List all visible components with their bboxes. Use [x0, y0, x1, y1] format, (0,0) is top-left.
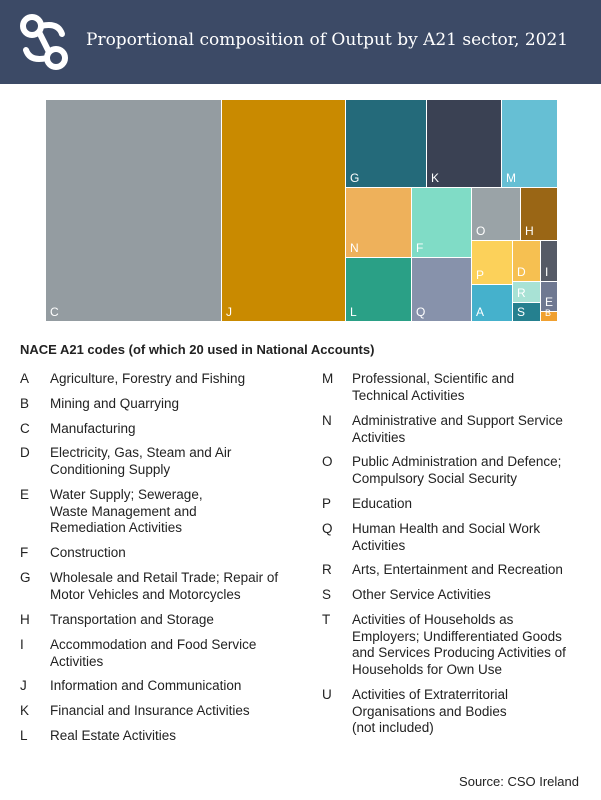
- legend-description: Administrative and Support Service Activities: [352, 413, 563, 445]
- treemap-cell-c: [46, 100, 221, 321]
- legend-description: Activities of Extraterritorial Organisations and Bodies (not included): [352, 687, 509, 735]
- legend-description: Electricity, Gas, Steam and Air Conditioning Supply: [50, 445, 232, 477]
- legend-description: Arts, Entertainment and Recreation: [352, 562, 563, 577]
- legend-description: Public Administration and Defence; Compulsory Social Security: [352, 454, 562, 486]
- treemap-label-c: C: [50, 305, 59, 319]
- legend-description: Information and Communication: [50, 678, 242, 693]
- legend-code: A: [20, 371, 30, 386]
- treemap-label-m: M: [506, 171, 516, 185]
- legend-description: Water Supply; Sewerage, Waste Management and Remediation Activities: [50, 487, 203, 535]
- legend-code: U: [322, 687, 332, 702]
- legend-code: N: [322, 413, 332, 428]
- legend-description: Real Estate Activities: [50, 728, 177, 743]
- legend-code: P: [322, 496, 332, 511]
- legend-code: D: [20, 445, 30, 460]
- treemap-label-o: O: [476, 224, 486, 238]
- treemap-label-s: S: [517, 305, 526, 319]
- legend-description: Financial and Insurance Activities: [50, 703, 250, 718]
- treemap-label-k: K: [431, 171, 440, 185]
- legend-description: Activities of Households as Employers; Undifferentiated Goods and Services Producing Activities of Households for Own Use: [352, 612, 566, 677]
- treemap-label-e: E: [545, 295, 554, 309]
- treemap-label-l: L: [350, 305, 357, 319]
- treemap-label-g: G: [350, 171, 360, 185]
- legend-description: Professional, Scientific and Technical Activities: [352, 371, 515, 403]
- legend-description: Construction: [50, 545, 126, 560]
- legend-description: Other Service Activities: [352, 587, 491, 602]
- legend-description: Education: [352, 496, 413, 511]
- legend-code: B: [20, 396, 30, 411]
- treemap-cell-i: [541, 241, 557, 281]
- legend-code: T: [322, 612, 331, 627]
- legend-description: Mining and Quarrying: [50, 396, 180, 411]
- treemap-label-f: F: [416, 241, 424, 255]
- treemap-chart: [0, 0, 601, 330]
- legend-code: S: [322, 587, 332, 602]
- treemap-label-a: A: [476, 305, 485, 319]
- legend-code: R: [322, 562, 332, 577]
- treemap-cell-j: [222, 100, 345, 321]
- legend-code: G: [20, 570, 31, 585]
- legend-description: Transportation and Storage: [50, 612, 214, 627]
- legend-description: Wholesale and Retail Trade; Repair of Motor Vehicles and Motorcycles: [50, 570, 279, 602]
- legend-description: Agriculture, Forestry and Fishing: [50, 371, 246, 386]
- legend-description: Accommodation and Food Service Activities: [50, 637, 257, 669]
- treemap-label-b: B: [545, 308, 552, 318]
- legend-code: L: [20, 728, 28, 743]
- legend-heading: NACE A21 codes (of which 20 used in National Accounts): [20, 342, 375, 357]
- legend-code: F: [20, 545, 29, 560]
- legend-code: I: [20, 637, 24, 652]
- legend-description: Human Health and Social Work Activities: [352, 521, 541, 553]
- legend-code: O: [322, 454, 333, 469]
- legend-description: Manufacturing: [50, 421, 136, 436]
- chart-title: Proportional composition of Output by A21 sector, 2021: [86, 30, 569, 50]
- legend-code: J: [20, 678, 27, 693]
- legend-code: Q: [322, 521, 333, 536]
- treemap-label-r: R: [517, 286, 526, 300]
- treemap-label-i: I: [545, 265, 549, 279]
- legend-code: C: [20, 421, 30, 436]
- legend-code: K: [20, 703, 30, 718]
- treemap-label-h: H: [525, 224, 534, 238]
- source-note: Source: CSO Ireland: [459, 774, 579, 789]
- treemap-label-q: Q: [416, 305, 426, 319]
- legend-code: E: [20, 487, 30, 502]
- treemap-label-j: J: [226, 305, 232, 319]
- legend-code: M: [322, 371, 334, 386]
- treemap-label-n: N: [350, 241, 359, 255]
- legend-code: H: [20, 612, 30, 627]
- treemap-label-d: D: [517, 265, 526, 279]
- treemap-label-p: P: [476, 268, 485, 282]
